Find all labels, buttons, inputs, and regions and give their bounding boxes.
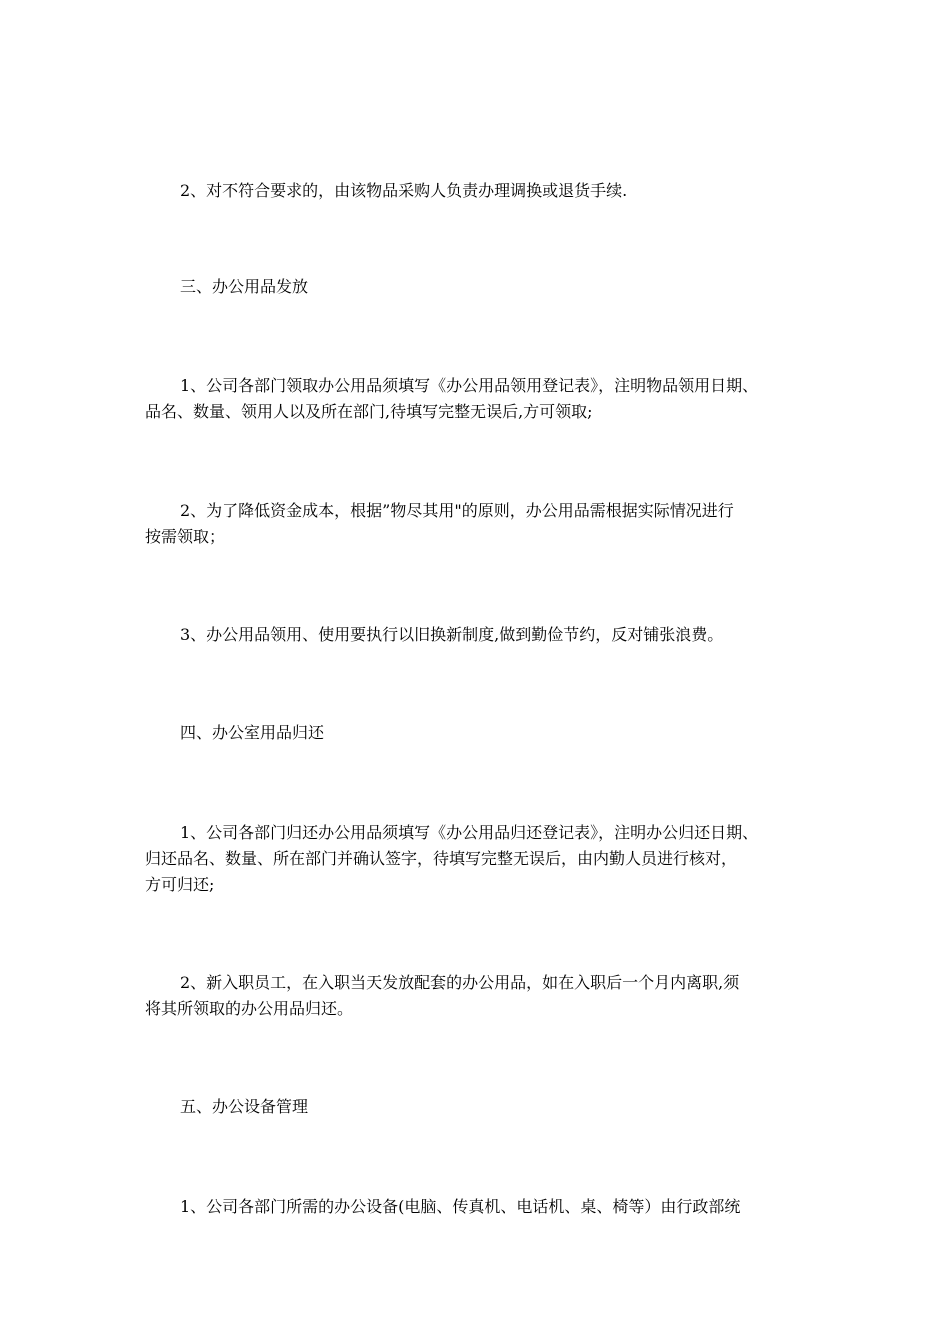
- heading-line: 四、办公室用品归还: [180, 723, 325, 742]
- text-line: 方可归还;: [145, 875, 215, 894]
- section-heading-return: [145, 720, 825, 746]
- text-line: 将其所领取的办公用品归还。: [145, 999, 354, 1018]
- text-line: 品名、数量、领用人以及所在部门,待填写完整无误后,方可领取;: [145, 402, 593, 421]
- section-heading-equipment: [145, 1094, 825, 1120]
- paragraph-return-form: [145, 820, 825, 898]
- text-line: 按需领取；: [145, 527, 226, 546]
- paragraph-cost-reduction: [145, 498, 825, 550]
- section-heading-distribution: [145, 274, 825, 300]
- text-line: 2、对不符合要求的，由该物品采购人负责办理调换或退货手续.: [180, 181, 628, 200]
- paragraph-return-procedure: [145, 178, 825, 204]
- text-line: 2、为了降低资金成本，根据”物尽其用"的原则，办公用品需根据实际情况进行: [180, 501, 734, 520]
- text-line: 归还品名、数量、所在部门并确认签字，待填写完整无误后，由内勤人员进行核对，: [145, 849, 738, 868]
- paragraph-equipment-procurement: [145, 1194, 825, 1220]
- paragraph-requisition-form: [145, 373, 825, 425]
- text-line: 3、办公用品领用、使用要执行以旧换新制度,做到勤俭节约，反对铺张浪费。: [180, 625, 724, 644]
- heading-line: 五、办公设备管理: [180, 1097, 309, 1116]
- paragraph-old-for-new: [145, 622, 825, 648]
- text-line: 1、公司各部门所需的办公设备(电脑、传真机、电话机、桌、椅等）由行政部统: [180, 1197, 741, 1216]
- text-line: 2、新入职员工，在入职当天发放配套的办公用品，如在入职后一个月内离职,须: [180, 973, 740, 992]
- text-line: 1、公司各部门领取办公用品须填写《办公用品领用登记表》，注明物品领用日期、: [180, 376, 759, 395]
- text-line: 1、公司各部门归还办公用品须填写《办公用品归还登记表》，注明办公归还日期、: [180, 823, 759, 842]
- heading-line: 三、办公用品发放: [180, 277, 309, 296]
- paragraph-new-employee: [145, 970, 825, 1022]
